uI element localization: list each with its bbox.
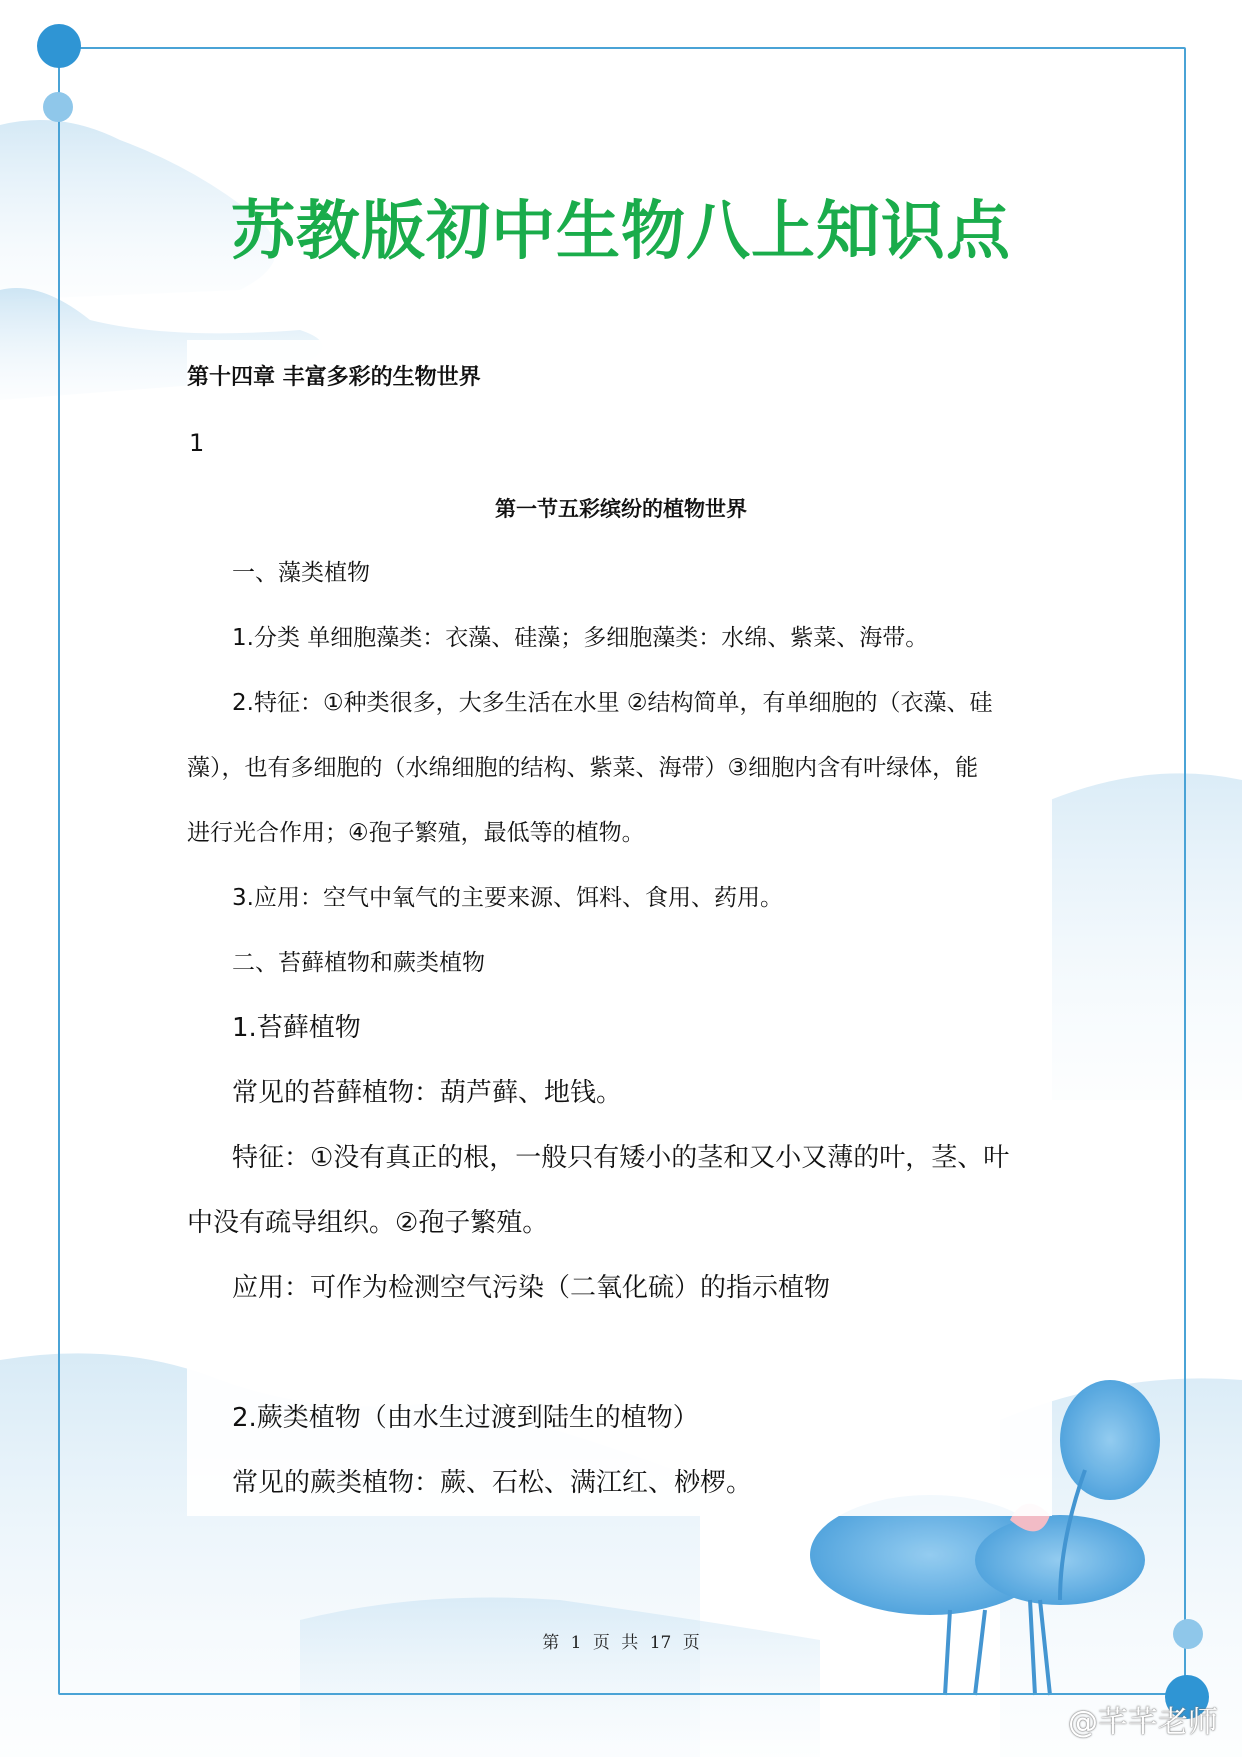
algae-uses: 3.应用：空气中氧气的主要来源、饵料、食用、药用。 (232, 885, 783, 911)
moss-features-line2: 中没有疏导组织。②孢子繁殖。 (187, 1208, 549, 1238)
algae-features-line3: 进行光合作用；④孢子繁殖，最低等的植物。 (187, 820, 645, 846)
heading-moss-fern: 二、苔藓植物和蕨类植物 (232, 950, 485, 976)
fern-common: 常见的蕨类植物：蕨、石松、满江红、桫椤。 (232, 1468, 753, 1498)
frame-dot-small-top (43, 92, 73, 122)
section-title: 第一节五彩缤纷的植物世界 (495, 497, 747, 521)
number-marker: 1 (189, 429, 205, 457)
moss-common: 常见的苔藓植物：葫芦藓、地钱。 (232, 1078, 623, 1108)
moss-title: 1.苔藓植物 (232, 1013, 361, 1043)
moss-features-line1: 特征：①没有真正的根，一般只有矮小的茎和又小又薄的叶，茎、叶 (232, 1143, 1010, 1173)
algae-features-line1: 2.特征：①种类很多，大多生活在水里 ②结构简单，有单细胞的（衣藻、硅 (232, 690, 993, 716)
page-number-footer: 第 1 页 共 17 页 (542, 1633, 700, 1653)
moss-use: 应用：可作为检测空气污染（二氧化硫）的指示植物 (232, 1273, 831, 1303)
fern-title: 2.蕨类植物（由水生过渡到陆生的植物） (232, 1403, 699, 1433)
watermark: @芊芊老师 (1068, 1705, 1218, 1740)
algae-classification: 1.分类 单细胞藻类：衣藻、硅藻；多细胞藻类：水绵、紫菜、海带。 (232, 625, 929, 651)
chapter-heading: 第十四章 丰富多彩的生物世界 (187, 365, 481, 390)
algae-features-line2: 藻），也有多细胞的（水绵细胞的结构、紫菜、海带）③细胞内含有叶绿体，能 (187, 755, 979, 781)
frame-dot-large-top (37, 24, 81, 68)
document-title: 苏教版初中生物八上知识点 (231, 195, 1011, 269)
heading-algae: 一、藻类植物 (232, 560, 370, 586)
